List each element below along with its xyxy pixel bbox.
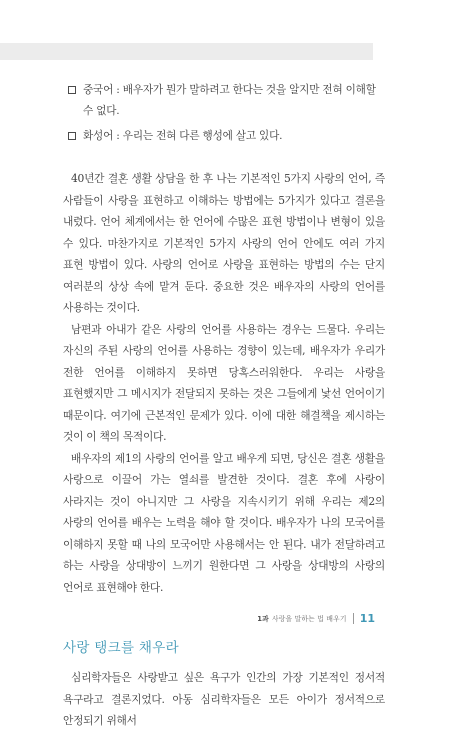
- checkbox-icon: [68, 132, 76, 140]
- chapter-number: 1과: [257, 615, 269, 623]
- section-heading: 사랑 탱크를 채우라: [63, 640, 179, 656]
- header-band: [0, 43, 373, 60]
- footer-divider: [353, 613, 354, 624]
- running-footer: [257, 613, 346, 623]
- body-paragraph: 40년간 결혼 생활 상담을 한 후 나는 기본적인 5가지 사랑의 언어, 즉 사람들이 사랑을 표현하고 이해하는 방법에는 5가지가 있다고 결론을 내렸다. 언어 체계에서는 한 언어에 수많은 표현 방법이나 변형이 있을 수 있다. 마찬가지로 기본적인 5가지 사랑의 언어 안에도 여러 가지 표현 방법이 있다. 사랑의 언어로 사랑을 표현하는 방법의 수는 단지 여러분의 상상 속에 맡겨 둔다. 중요한 것은 배우자의 사랑의 언어를 사용하는 것이다.: [63, 172, 385, 314]
- bullet-item: [63, 126, 385, 147]
- body-paragraph: 남편과 아내가 같은 사랑의 언어를 사용하는 경우는 드물다. 우리는 자신의 주된 사랑의 언어를 사용하는 경향이 있는데, 배우자가 우리가 전한 언어를 이해하지 못하면 당혹스러워한다. 우리는 사랑을 표현했지만 그 메시지가 전달되지 못하는 것은 그들에게 낯선 언어이기 때문이다. 여기에 근본적인 문제가 있다. 이에 대한 해결책을 제시하는 것이 이 책의 목적이다.: [63, 322, 385, 443]
- page-footer: [0, 608, 470, 628]
- body-paragraph: 심리학자들은 사랑받고 싶은 욕구가 인간의 가장 기본적인 정서적 욕구라고 결론지었다. 아동 심리학자들은 모든 아이가 정서적으로 안정되기 위해서: [63, 671, 385, 727]
- bullet-list: [63, 80, 385, 147]
- chapter-title: 사랑을 말하는 법 배우기: [271, 615, 347, 623]
- page-content: [63, 80, 385, 732]
- checkbox-icon: [68, 86, 76, 94]
- bullet-text: 중국어 : 배우자가 뭔가 말하려고 한다는 것을 알지만 전혀 이해할 수 없다.: [83, 84, 376, 117]
- page-number: 11: [359, 611, 375, 625]
- bullet-item: [63, 80, 385, 122]
- bullet-text: 화성어 : 우리는 전혀 다른 행성에 살고 있다.: [83, 130, 283, 142]
- body-paragraph: 배우자의 제1의 사랑의 언어를 알고 배우게 되면, 당신은 결혼 생활을 사랑으로 이끌어 가는 열쇠를 발견한 것이다. 결혼 후에 사랑이 사라지는 것이 아니지만 그 사랑을 지속시키기 위해 우리는 제2의 사랑의 언어를 배우는 노력을 해야 할 것이다. 배우자가 나의 모국어를 이해하지 못할 때 나의 모국어만 사용해서는 안 된다. 내가 전달하려고 하는 사랑을 상대방이 느끼기 원한다면 그 사랑을 상대방의 사랑의 언어로 표현해야 한다.: [63, 451, 385, 594]
